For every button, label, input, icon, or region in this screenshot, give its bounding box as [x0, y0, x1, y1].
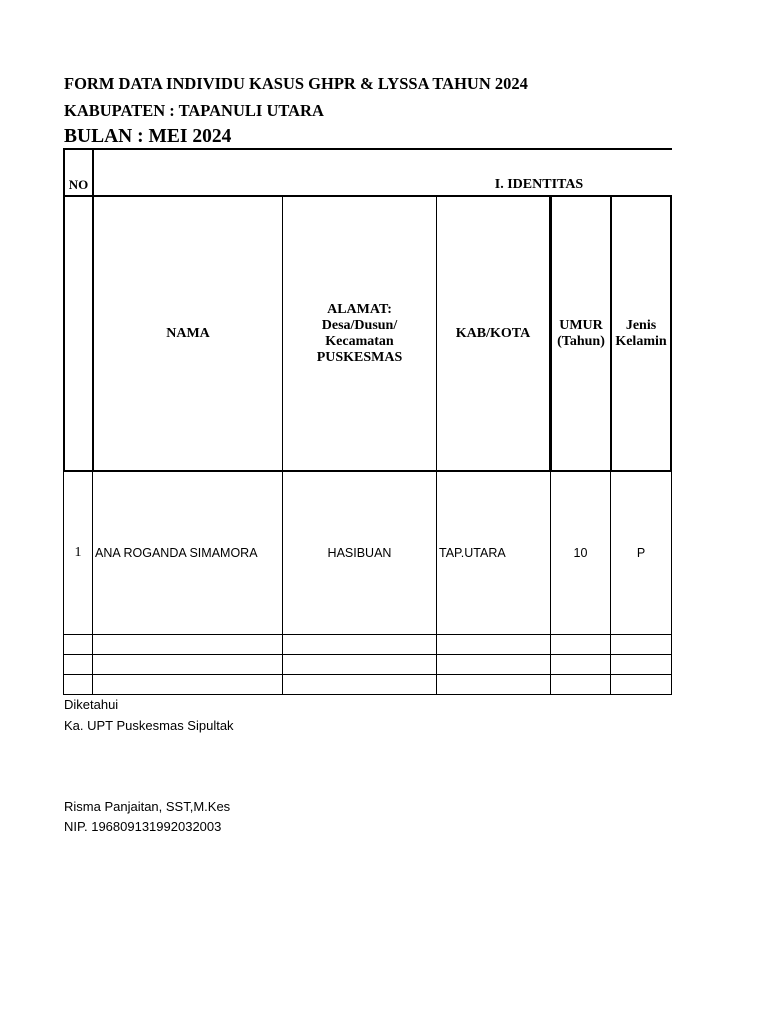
- footer-signer-name: Risma Panjaitan, SST,M.Kes: [64, 799, 231, 814]
- alamat-header-line: ALAMAT:: [327, 301, 392, 317]
- column-header-nama: NAMA: [166, 325, 210, 341]
- month-title: BULAN : MEI 2024: [64, 126, 232, 147]
- regency-title: KABUPATEN : TAPANULI UTARA: [64, 101, 324, 120]
- column-header-umur: [552, 197, 610, 470]
- alamat-header-line: Desa/Dusun/: [321, 317, 398, 333]
- identitas-header: I. IDENTITAS: [494, 177, 584, 192]
- row-no: 1: [74, 545, 82, 560]
- form-title: FORM DATA INDIVIDU KASUS GHPR & LYSSA TAHUN 2024: [64, 74, 528, 93]
- column-header-alamat: [283, 197, 436, 470]
- jk-header-line: Kelamin: [615, 333, 667, 349]
- row-kab-kota: TAP.UTARA: [439, 546, 506, 560]
- footer-position: Ka. UPT Puskesmas Sipultak: [64, 718, 234, 733]
- umur-header-line: (Tahun): [557, 333, 605, 349]
- column-header-kab-kota: KAB/KOTA: [455, 325, 531, 341]
- no-header: NO: [68, 177, 89, 192]
- row-alamat: HASIBUAN: [327, 546, 392, 560]
- row-nama: ANA ROGANDA SIMAMORA: [95, 546, 258, 560]
- umur-header-line: UMUR: [559, 317, 603, 333]
- alamat-header-line: PUSKESMAS: [316, 349, 403, 365]
- jk-header-line: Jenis: [625, 317, 657, 333]
- footer-acknowledged: Diketahui: [64, 697, 119, 712]
- row-umur: 10: [573, 546, 588, 560]
- alamat-header-line: Kecamatan: [325, 333, 394, 349]
- row-jenis-kelamin: P: [636, 546, 646, 560]
- column-header-jenis-kelamin: [612, 197, 670, 470]
- footer-nip: NIP. 196809131992032003: [64, 819, 222, 834]
